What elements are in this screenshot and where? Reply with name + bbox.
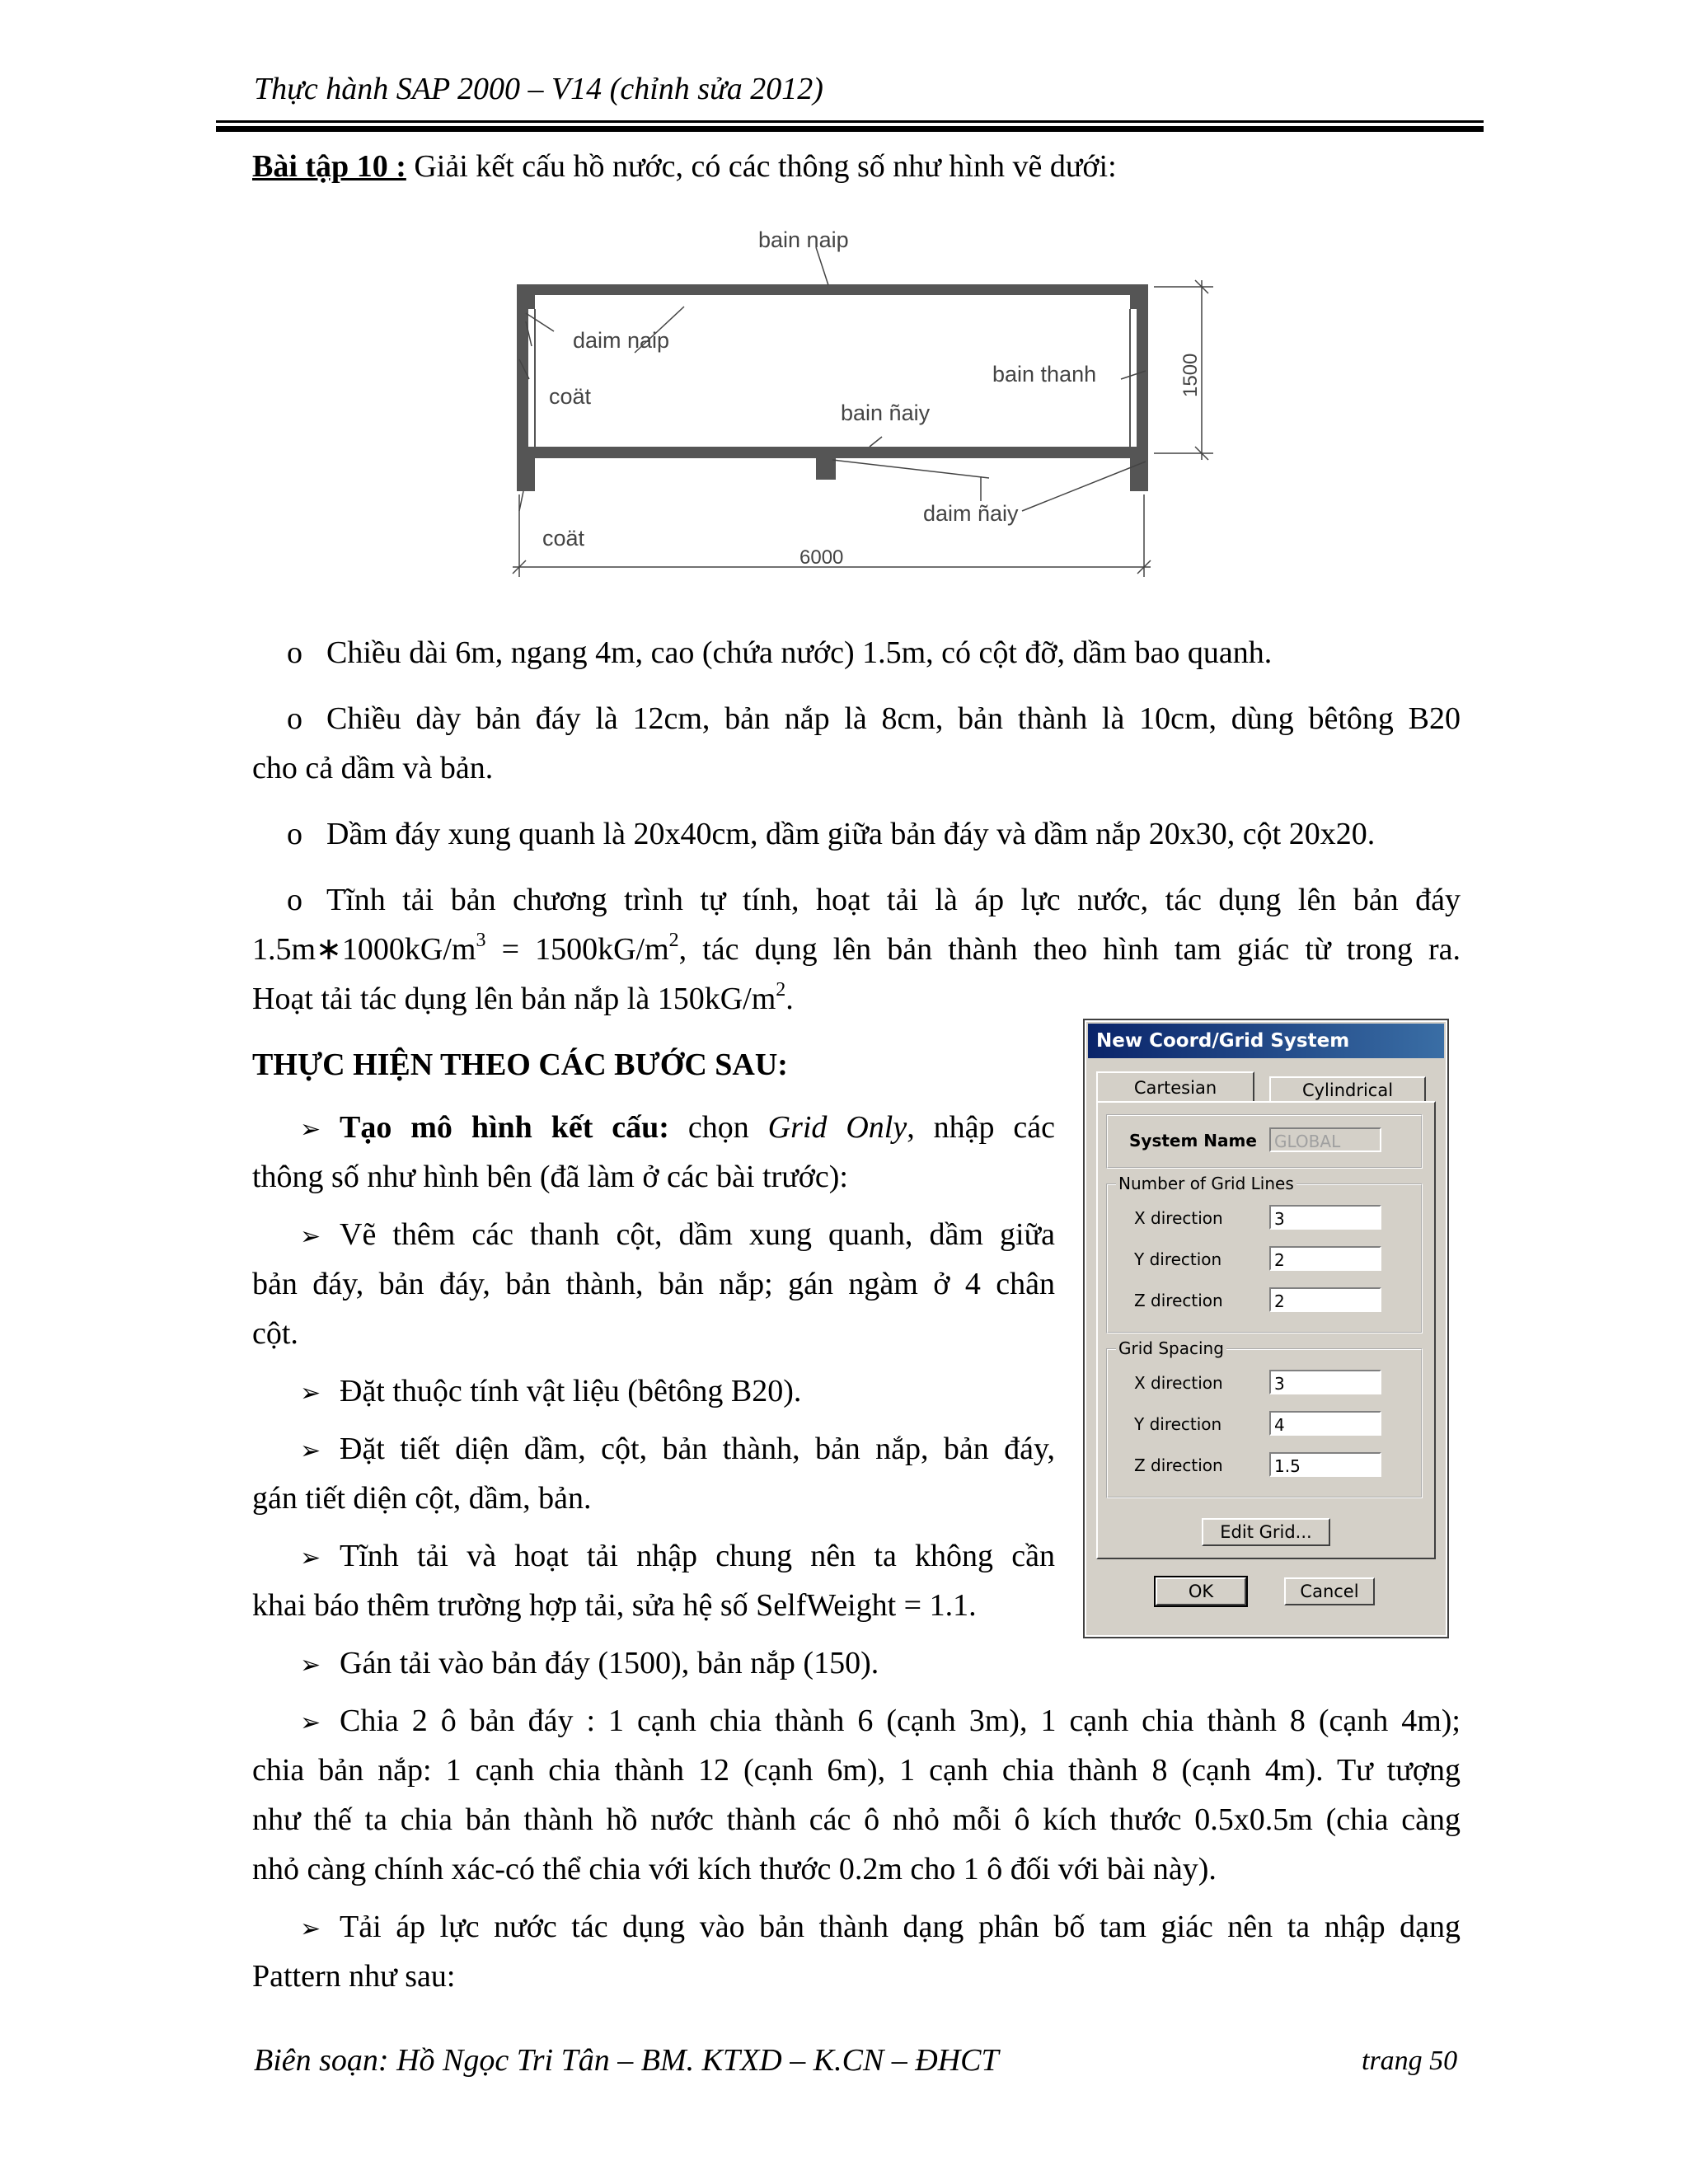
system-name-field[interactable]: GLOBAL bbox=[1269, 1127, 1381, 1152]
bullet-marker: o bbox=[287, 817, 302, 851]
step-2-line-1: ➢ Vẽ thêm các thanh cột, dầm xung quanh, dầm giữa bbox=[252, 1210, 1055, 1262]
z-direction-label: Z direction bbox=[1134, 1455, 1223, 1475]
ok-button[interactable]: OK bbox=[1156, 1577, 1246, 1605]
grid-spacing-z-input[interactable]: 1.5 bbox=[1269, 1452, 1381, 1477]
bullet-3: o Dầm đáy xung quanh là 20x40cm, dầm giữa bản đáy và dầm nắp 20x30, cột 20x20. bbox=[252, 809, 1461, 859]
top-slab bbox=[517, 284, 1148, 295]
bullet-marker: o bbox=[287, 635, 302, 670]
arrow-bullet-icon: ➢ bbox=[300, 1436, 321, 1465]
step-5-line-1: ➢ Tĩnh tải và hoạt tải nhập chung nên ta không cần bbox=[252, 1531, 1055, 1583]
step-5-line-2: khai báo thêm trường hợp tải, sửa hệ số SelfWeight = 1.1. bbox=[252, 1588, 977, 1623]
cancel-button[interactable]: Cancel bbox=[1284, 1577, 1375, 1605]
bullet-1: o Chiều dài 6m, ngang 4m, cao (chứa nước) 1.5m, có cột đỡ, dầm bao quanh. bbox=[252, 628, 1461, 677]
middle-beam bbox=[816, 458, 836, 480]
page-number: trang 50 bbox=[1362, 2046, 1458, 2076]
header-rule-thin bbox=[216, 120, 1484, 123]
step-1-line-2: thông số như hình bên (đã làm ở các bài trước): bbox=[252, 1160, 848, 1194]
arrow-bullet-icon: ➢ bbox=[300, 1544, 321, 1572]
step-8-line-1: ➢ Tải áp lực nước tác dụng vào bản thành dạng phân bố tam giác nên ta nhập dạng bbox=[252, 1902, 1461, 1954]
x-direction-label: X direction bbox=[1134, 1208, 1223, 1228]
step-3: ➢ Đặt thuộc tính vật liệu (bêtông B20). bbox=[252, 1366, 801, 1418]
step-7-line-4: nhỏ càng chính xác-có thể chia với kích thước 0.2m cho 1 ô đối với bài này). bbox=[252, 1852, 1217, 1886]
grid-spacing-group bbox=[1106, 1338, 1423, 1498]
system-name-label: System Name bbox=[1129, 1131, 1257, 1151]
bullet-marker: o bbox=[287, 701, 302, 736]
tank-section-drawing bbox=[495, 214, 1236, 593]
bullet-2-line-2: cho cả dầm và bản. bbox=[252, 751, 494, 785]
grid-spacing-y-input[interactable]: 4 bbox=[1269, 1411, 1381, 1436]
step-1-line-1: ➢ Tạo mô hình kết cấu: chọn Grid Only, nhập các bbox=[252, 1103, 1055, 1155]
bullet-4-line-1: o Tĩnh tải bản chương trình tự tính, hoạt tải là áp lực nước, tác dụng lên bản đáy bbox=[252, 875, 1461, 925]
bullet-4-line-3: Hoạt tải tác dụng lên bản nắp là $150kG/m^2$. bbox=[252, 979, 794, 1016]
x-direction-label: X direction bbox=[1134, 1373, 1223, 1393]
bottom-slab bbox=[517, 447, 1148, 458]
running-header: Thực hành SAP 2000 – V14 (chỉnh sửa 2012) bbox=[254, 72, 823, 106]
step-2-line-2: bản đáy, bản đáy, bản thành, bản nắp; gán ngàm ở 4 chân bbox=[252, 1267, 1055, 1301]
grid-spacing-group-label: Grid Spacing bbox=[1116, 1338, 1226, 1358]
coord-grid-dialog bbox=[1085, 1020, 1447, 1637]
arrow-bullet-icon: ➢ bbox=[300, 1379, 321, 1408]
dimension-width: 6000 bbox=[799, 546, 844, 569]
arrow-bullet-icon: ➢ bbox=[300, 1708, 321, 1737]
step-4-line-2: gán tiết diện cột, dầm, bản. bbox=[252, 1481, 592, 1516]
exercise-text: Giải kết cấu hồ nước, có các thông số như hình vẽ dưới: bbox=[414, 149, 1117, 184]
step-8-line-2: Pattern như sau: bbox=[252, 1959, 456, 1994]
tab-panel bbox=[1096, 1101, 1436, 1559]
grid-spacing-x-input[interactable]: 3 bbox=[1269, 1370, 1381, 1394]
bullet-4-line-2: $1.5m∗1000kG/m^3 = 1500kG/m^2$, tác dụng lên bản thành theo hình tam giác từ trong ra. bbox=[252, 930, 1461, 967]
step-7-line-1: ➢ Chia 2 ô bản đáy : 1 cạnh chia thành 6 (cạnh 3m), 1 cạnh chia thành 8 (cạnh 4m); bbox=[252, 1696, 1461, 1748]
tab-cylindrical[interactable]: Cylindrical bbox=[1269, 1076, 1426, 1103]
grid-lines-group bbox=[1106, 1174, 1423, 1333]
y-direction-label: Y direction bbox=[1134, 1249, 1222, 1269]
bullet-2-line-1: o Chiều dày bản đáy là 12cm, bản nắp là 8cm, bản thành là 10cm, dùng bêtông B20 bbox=[252, 694, 1461, 743]
exercise-label: Bài tập 10 : bbox=[252, 149, 406, 184]
footer-author: Biên soạn: Hồ Ngọc Tri Tân – BM. KTXD – K.CN – ĐHCT bbox=[254, 2043, 999, 2078]
label-dam-day: daim ñaiy bbox=[923, 501, 1019, 526]
grid-lines-group-label: Number of Grid Lines bbox=[1116, 1174, 1296, 1193]
z-direction-label: Z direction bbox=[1134, 1291, 1223, 1310]
right-column bbox=[1130, 458, 1148, 491]
step-7-line-2: chia bản nắp: 1 cạnh chia thành 12 (cạnh 6m), 1 cạnh chia thành 8 (cạnh 4m). Tư tượng bbox=[252, 1753, 1461, 1788]
step-4-line-1: ➢ Đặt tiết diện dầm, cột, bản thành, bản nắp, bản đáy, bbox=[252, 1424, 1055, 1476]
label-ban-nap: bain naip bbox=[758, 227, 849, 252]
grid-lines-y-input[interactable]: 2 bbox=[1269, 1246, 1381, 1271]
label-ban-day: bain ñaiy bbox=[841, 401, 931, 425]
edit-grid-button[interactable]: Edit Grid... bbox=[1202, 1518, 1330, 1546]
label-ban-thanh: bain thanh bbox=[992, 362, 1097, 387]
dimension-height: 1500 bbox=[1179, 353, 1202, 397]
header-rule-thick bbox=[216, 126, 1484, 132]
step-7-line-3: như thế ta chia bản thành hồ nước thành các ô nhỏ mỗi ô kích thước 0.5x0.5m (chia càng bbox=[252, 1802, 1461, 1837]
dialog-title-bar: New Coord/Grid System bbox=[1088, 1024, 1444, 1058]
label-dam-nap: daim naip bbox=[573, 328, 670, 353]
label-cot-bottom: coät bbox=[542, 526, 585, 551]
arrow-bullet-icon: ➢ bbox=[300, 1115, 321, 1144]
bullet-marker: o bbox=[287, 883, 302, 917]
left-column bbox=[517, 458, 535, 491]
step-6: ➢ Gán tải vào bản đáy (1500), bản nắp (150). bbox=[252, 1638, 879, 1690]
step-2-line-3: cột. bbox=[252, 1316, 298, 1351]
arrow-bullet-icon: ➢ bbox=[300, 1222, 321, 1251]
label-cot-top: coät bbox=[549, 384, 592, 409]
grid-lines-z-input[interactable]: 2 bbox=[1269, 1287, 1381, 1312]
grid-lines-x-input[interactable]: 3 bbox=[1269, 1205, 1381, 1230]
system-name-group bbox=[1106, 1114, 1423, 1169]
arrow-bullet-icon: ➢ bbox=[300, 1651, 321, 1680]
exercise-heading bbox=[252, 142, 1117, 191]
steps-heading: THỰC HIỆN THEO CÁC BƯỚC SAU: bbox=[252, 1047, 788, 1082]
y-direction-label: Y direction bbox=[1134, 1414, 1222, 1434]
tab-cartesian[interactable]: Cartesian bbox=[1096, 1071, 1254, 1103]
arrow-bullet-icon: ➢ bbox=[300, 1915, 321, 1943]
